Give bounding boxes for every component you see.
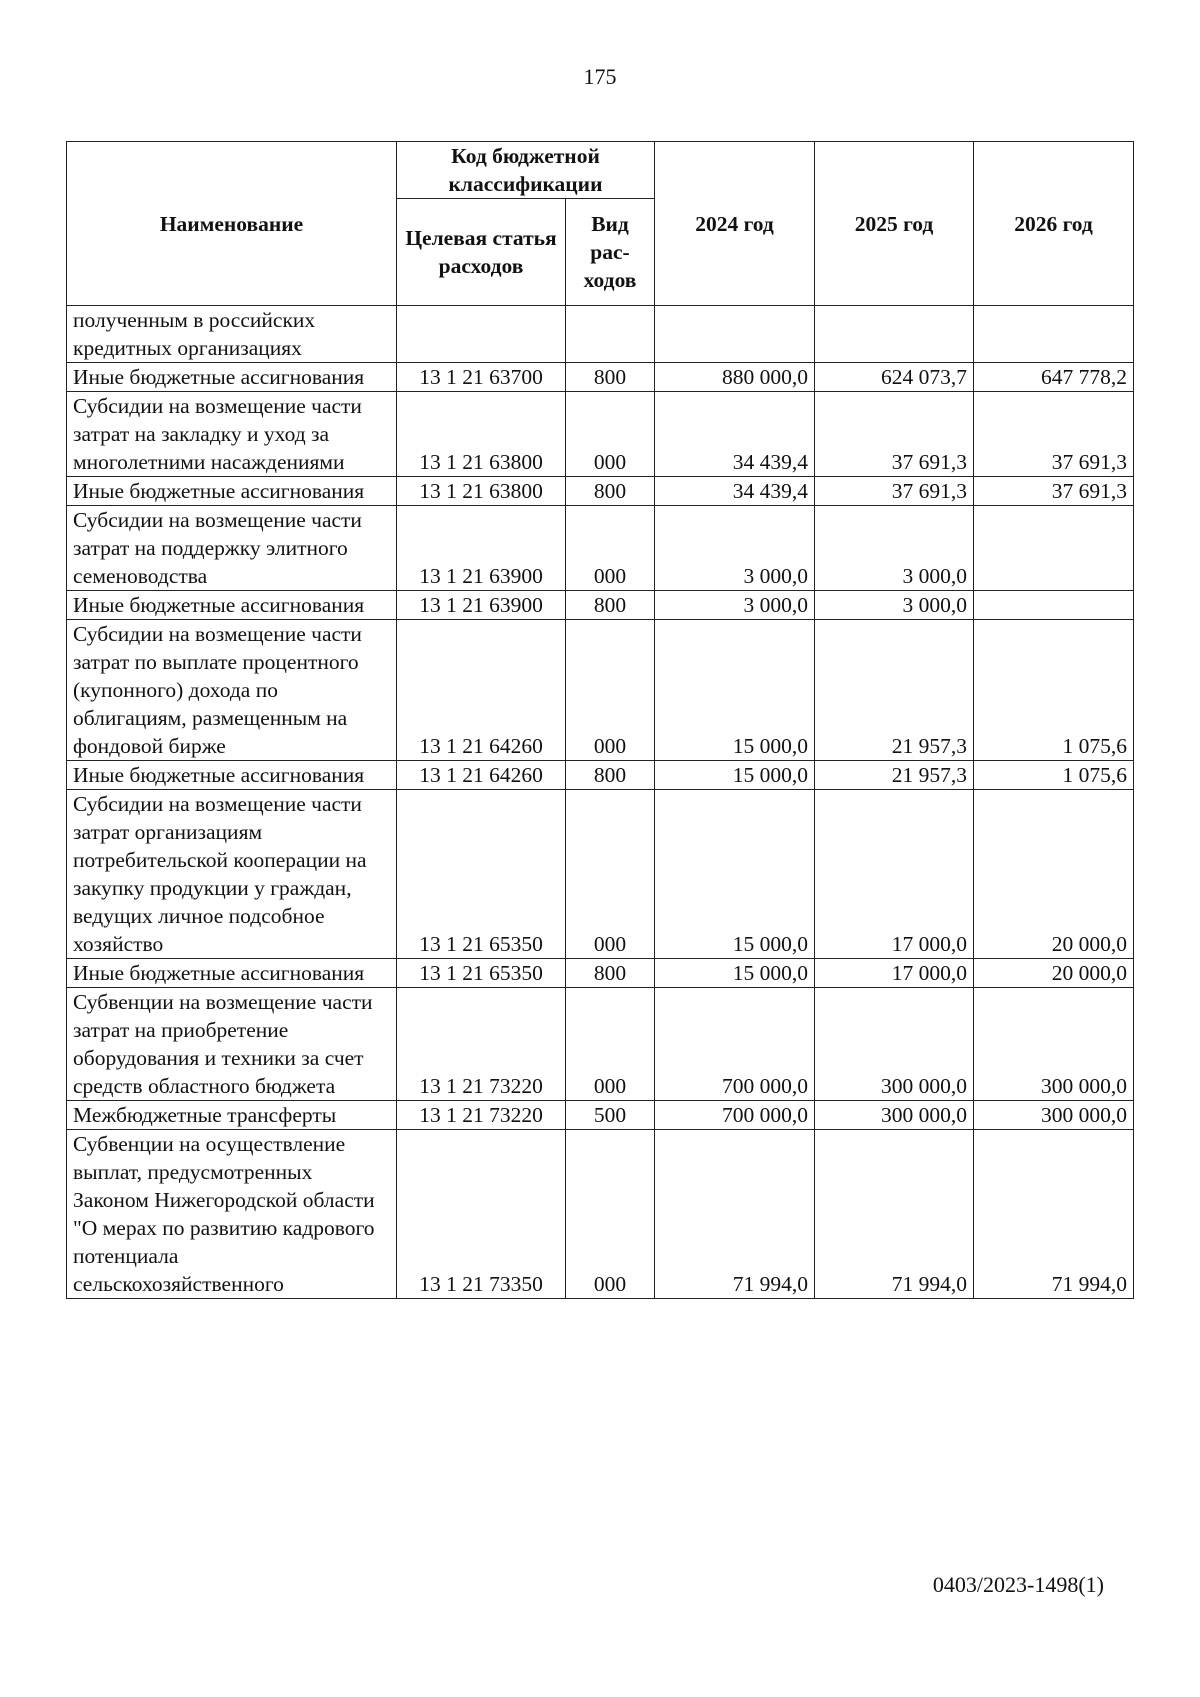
row-target-code-cell: 13 1 21 63900 [397,506,566,591]
table-body [67,306,1134,1299]
header-year-2025: 2025 год [815,142,974,306]
row-amount-2026-cell [974,306,1134,363]
header-expense-kind: Вид рас-ходов [566,199,655,306]
table-row [67,392,1134,477]
row-amount-2025-cell: 624 073,7 [815,363,974,392]
document-id: 0403/2023-1498(1) [932,1572,1104,1597]
row-amount-2025-cell: 300 000,0 [815,1101,974,1130]
row-amount-2025-cell: 71 994,0 [815,1130,974,1299]
row-target-code-cell [397,306,566,363]
row-target-code-cell: 13 1 21 64260 [397,761,566,790]
budget-table [66,141,1134,1299]
row-target-code-cell: 13 1 21 65350 [397,790,566,959]
row-name-cell: Иные бюджетные ассигнования [67,761,397,790]
row-amount-2025-cell: 17 000,0 [815,959,974,988]
row-expense-kind-cell: 000 [566,790,655,959]
row-amount-2025-cell: 3 000,0 [815,506,974,591]
row-amount-2026-cell: 20 000,0 [974,790,1134,959]
row-expense-kind-cell: 000 [566,506,655,591]
table-row [67,1101,1134,1130]
row-name-cell: Межбюджетные трансферты [67,1101,397,1130]
row-name-cell: Субсидии на возмещение части затрат на закладку и уход за многолетними насаждениями [67,392,397,477]
row-amount-2024-cell: 15 000,0 [655,790,815,959]
row-name-cell: Субвенции на возмещение части затрат на приобретение оборудования и техники за счет средств областного бюджета [67,988,397,1101]
row-expense-kind-cell: 800 [566,477,655,506]
row-amount-2024-cell: 34 439,4 [655,477,815,506]
row-target-code-cell: 13 1 21 73220 [397,988,566,1101]
row-name-cell: полученным в российских кредитных организациях [67,306,397,363]
row-expense-kind-cell: 800 [566,761,655,790]
row-expense-kind-cell: 000 [566,392,655,477]
row-expense-kind-cell: 800 [566,591,655,620]
header-code-group: Код бюджетной классификации [397,142,655,199]
row-expense-kind-cell: 800 [566,363,655,392]
row-name-cell: Субсидии на возмещение части затрат организациям потребительской кооперации на закупку продукции у граждан, ведущих личное подсобное хозяйство [67,790,397,959]
row-name-cell: Иные бюджетные ассигнования [67,477,397,506]
row-amount-2024-cell: 15 000,0 [655,959,815,988]
row-expense-kind-cell: 000 [566,1130,655,1299]
row-expense-kind-cell: 000 [566,620,655,761]
row-expense-kind-cell: 000 [566,988,655,1101]
table-row [67,620,1134,761]
row-amount-2026-cell: 71 994,0 [974,1130,1134,1299]
header-year-2024: 2024 год [655,142,815,306]
row-amount-2025-cell: 17 000,0 [815,790,974,959]
row-amount-2026-cell: 20 000,0 [974,959,1134,988]
row-amount-2025-cell: 37 691,3 [815,392,974,477]
row-amount-2026-cell: 300 000,0 [974,1101,1134,1130]
table-row [67,959,1134,988]
table-row [67,591,1134,620]
row-amount-2026-cell [974,591,1134,620]
header-year-2026: 2026 год [974,142,1134,306]
table-row [67,306,1134,363]
row-target-code-cell: 13 1 21 63800 [397,392,566,477]
row-amount-2024-cell: 15 000,0 [655,761,815,790]
row-target-code-cell: 13 1 21 63900 [397,591,566,620]
row-amount-2024-cell [655,306,815,363]
row-name-cell: Субсидии на возмещение части затрат на поддержку элитного семеноводства [67,506,397,591]
row-amount-2025-cell: 21 957,3 [815,761,974,790]
table-row [67,761,1134,790]
table-header [67,142,1134,306]
row-amount-2025-cell: 3 000,0 [815,591,974,620]
row-amount-2024-cell: 700 000,0 [655,988,815,1101]
row-target-code-cell: 13 1 21 73350 [397,1130,566,1299]
row-amount-2026-cell: 300 000,0 [974,988,1134,1101]
header-name: Наименование [67,142,397,306]
page-number: 175 [583,64,617,89]
row-amount-2024-cell: 71 994,0 [655,1130,815,1299]
row-amount-2026-cell [974,506,1134,591]
row-target-code-cell: 13 1 21 65350 [397,959,566,988]
table-row [67,1130,1134,1299]
row-name-cell: Иные бюджетные ассигнования [67,959,397,988]
row-amount-2026-cell: 1 075,6 [974,620,1134,761]
table-row [67,363,1134,392]
row-amount-2024-cell: 34 439,4 [655,392,815,477]
row-amount-2024-cell: 700 000,0 [655,1101,815,1130]
row-name-cell: Субвенции на осуществление выплат, предусмотренных Законом Нижегородской области "О мерах по развитию кадрового потенциала сельскохозяйственного [67,1130,397,1299]
row-name-cell: Иные бюджетные ассигнования [67,363,397,392]
row-amount-2025-cell: 300 000,0 [815,988,974,1101]
row-amount-2026-cell: 37 691,3 [974,477,1134,506]
row-amount-2026-cell: 37 691,3 [974,392,1134,477]
row-target-code-cell: 13 1 21 64260 [397,620,566,761]
row-amount-2024-cell: 3 000,0 [655,591,815,620]
row-name-cell: Иные бюджетные ассигнования [67,591,397,620]
table-row [67,790,1134,959]
row-amount-2024-cell: 15 000,0 [655,620,815,761]
header-target-article: Целевая статья расходов [397,199,566,306]
row-amount-2026-cell: 1 075,6 [974,761,1134,790]
row-amount-2026-cell: 647 778,2 [974,363,1134,392]
table-row [67,506,1134,591]
row-expense-kind-cell: 800 [566,959,655,988]
row-expense-kind-cell [566,306,655,363]
row-expense-kind-cell: 500 [566,1101,655,1130]
row-name-cell: Субсидии на возмещение части затрат по выплате процентного (купонного) дохода по облигациям, размещенным на фондовой бирже [67,620,397,761]
row-amount-2024-cell: 3 000,0 [655,506,815,591]
row-amount-2025-cell [815,306,974,363]
table-row [67,477,1134,506]
table-row [67,988,1134,1101]
row-target-code-cell: 13 1 21 63800 [397,477,566,506]
row-target-code-cell: 13 1 21 73220 [397,1101,566,1130]
row-amount-2025-cell: 21 957,3 [815,620,974,761]
row-target-code-cell: 13 1 21 63700 [397,363,566,392]
row-amount-2024-cell: 880 000,0 [655,363,815,392]
row-amount-2025-cell: 37 691,3 [815,477,974,506]
